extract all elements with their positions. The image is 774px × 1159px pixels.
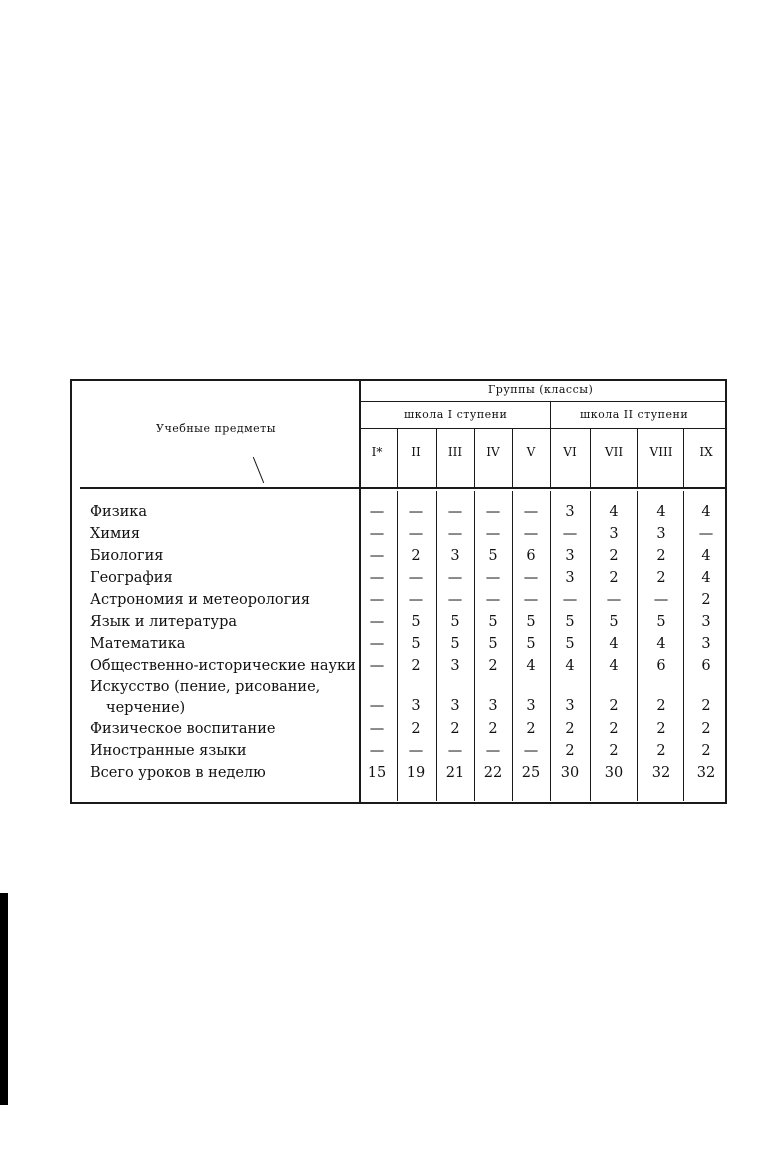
hours-cell: 4 <box>526 658 536 674</box>
subject-divider <box>359 380 361 802</box>
scan-edge-mark <box>0 893 8 1105</box>
class-header-2: II <box>411 445 421 459</box>
hours-cell: — <box>485 504 501 520</box>
column-divider <box>436 429 437 487</box>
hours-cell: 2 <box>701 698 711 714</box>
hours-cell: — <box>408 743 424 759</box>
hours-cell: 3 <box>450 658 460 674</box>
column-divider <box>474 491 475 801</box>
hours-cell: — <box>562 592 578 608</box>
hours-cell: — <box>562 526 578 542</box>
hours-cell: 15 <box>367 765 387 781</box>
hours-cell: — <box>485 570 501 586</box>
hours-cell: 5 <box>526 614 536 630</box>
column-divider <box>474 429 475 487</box>
stage2-header: школа II ступени <box>580 408 689 421</box>
subject-label: Иностранные языки <box>90 743 247 759</box>
stage-rule <box>360 428 726 429</box>
hours-cell: — <box>698 526 714 542</box>
hours-cell: 2 <box>656 548 666 564</box>
hours-cell: 2 <box>411 658 421 674</box>
column-divider <box>590 429 591 487</box>
class-header-1: I* <box>371 445 383 459</box>
subject-label: Искусство (пение, рисование, <box>90 679 321 695</box>
hours-cell: — <box>369 636 385 652</box>
hours-cell: — <box>447 570 463 586</box>
hours-cell: 2 <box>656 570 666 586</box>
hours-cell: — <box>369 743 385 759</box>
subject-label: Всего уроков в неделю <box>90 765 266 781</box>
hours-cell: 5 <box>565 636 575 652</box>
hours-cell: 3 <box>701 636 711 652</box>
class-header-8: VIII <box>649 445 673 459</box>
class-header-6: VI <box>563 445 577 459</box>
header-bottom-rule <box>80 487 726 489</box>
subject-column-header: Учебные предметы <box>156 422 277 435</box>
hours-cell: 4 <box>565 658 575 674</box>
column-divider <box>550 491 551 801</box>
hours-cell: 5 <box>565 614 575 630</box>
hours-cell: — <box>447 504 463 520</box>
hours-cell: 2 <box>656 743 666 759</box>
column-divider <box>512 491 513 801</box>
hours-cell: 5 <box>656 614 666 630</box>
hours-cell: 2 <box>565 721 575 737</box>
hours-cell: 4 <box>656 504 666 520</box>
column-divider <box>683 491 684 801</box>
hours-cell: 5 <box>609 614 619 630</box>
hours-cell: — <box>523 570 539 586</box>
hours-cell: 3 <box>565 504 575 520</box>
hours-cell: 4 <box>609 504 619 520</box>
subject-label-continued: черчение) <box>106 700 186 716</box>
subject-label: Физика <box>90 504 147 520</box>
column-divider <box>637 429 638 487</box>
hours-cell: 2 <box>609 743 619 759</box>
subject-label: Физическое воспитание <box>90 721 276 737</box>
hours-cell: — <box>369 698 385 714</box>
subject-label: Химия <box>90 526 141 542</box>
subject-label: Математика <box>90 636 186 652</box>
class-header-3: III <box>447 445 463 459</box>
column-divider <box>397 429 398 487</box>
subject-label: Астрономия и метеорология <box>90 592 311 608</box>
hours-cell: 3 <box>565 570 575 586</box>
hours-cell: 2 <box>411 721 421 737</box>
subject-label: Биология <box>90 548 164 564</box>
hours-cell: — <box>447 592 463 608</box>
hours-cell: 3 <box>609 526 619 542</box>
hours-cell: — <box>408 592 424 608</box>
hours-cell: 5 <box>411 636 421 652</box>
groups-header: Группы (классы) <box>488 383 594 396</box>
hours-cell: 2 <box>565 743 575 759</box>
column-divider <box>683 429 684 487</box>
hours-cell: 21 <box>445 765 465 781</box>
hours-cell: — <box>523 504 539 520</box>
hours-cell: 4 <box>609 636 619 652</box>
hours-cell: 3 <box>411 698 421 714</box>
class-header-9: IX <box>699 445 713 459</box>
hours-cell: — <box>485 526 501 542</box>
class-header-7: VII <box>604 445 624 459</box>
hours-cell: — <box>369 526 385 542</box>
hours-cell: 2 <box>609 548 619 564</box>
hours-cell: — <box>447 743 463 759</box>
hours-cell: — <box>606 592 622 608</box>
hours-cell: — <box>523 526 539 542</box>
hours-cell: 5 <box>411 614 421 630</box>
hours-cell: 4 <box>701 548 711 564</box>
groups-rule <box>360 401 726 402</box>
hours-cell: — <box>369 548 385 564</box>
hours-cell: 32 <box>696 765 716 781</box>
hours-cell: 3 <box>526 698 536 714</box>
hours-cell: 2 <box>609 570 619 586</box>
column-divider <box>512 429 513 487</box>
hours-cell: — <box>408 570 424 586</box>
hours-cell: — <box>369 658 385 674</box>
hours-cell: — <box>369 592 385 608</box>
hours-cell: 25 <box>521 765 541 781</box>
hours-cell: 5 <box>450 614 460 630</box>
hours-cell: 2 <box>609 698 619 714</box>
hours-cell: — <box>523 743 539 759</box>
class-header-5: V <box>526 445 536 459</box>
hours-cell: 3 <box>565 698 575 714</box>
hours-cell: 2 <box>656 698 666 714</box>
hours-cell: — <box>447 526 463 542</box>
hours-cell: 2 <box>701 592 711 608</box>
hours-cell: 3 <box>701 614 711 630</box>
hours-cell: 3 <box>450 698 460 714</box>
column-divider <box>550 429 551 487</box>
subject-label: Общественно-исторические науки <box>90 658 356 674</box>
hours-cell: 5 <box>526 636 536 652</box>
hours-cell: 4 <box>701 570 711 586</box>
hours-cell: — <box>408 526 424 542</box>
hours-cell: 3 <box>450 548 460 564</box>
hours-cell: 4 <box>656 636 666 652</box>
subject-label: Язык и литература <box>90 614 237 630</box>
stage1-header: школа I ступени <box>404 408 508 421</box>
subject-label: География <box>90 570 173 586</box>
hours-cell: 30 <box>604 765 624 781</box>
column-divider <box>590 491 591 801</box>
hours-cell: — <box>523 592 539 608</box>
hours-cell: — <box>369 570 385 586</box>
hours-cell: 2 <box>450 721 460 737</box>
hours-cell: 6 <box>656 658 666 674</box>
hours-cell: 4 <box>609 658 619 674</box>
hours-cell: 22 <box>483 765 503 781</box>
hours-cell: 3 <box>565 548 575 564</box>
hours-cell: — <box>369 721 385 737</box>
hours-cell: — <box>369 504 385 520</box>
hours-cell: 2 <box>701 743 711 759</box>
hours-cell: 30 <box>560 765 580 781</box>
hours-cell: 19 <box>406 765 426 781</box>
hours-cell: 6 <box>701 658 711 674</box>
hours-cell: 5 <box>488 636 498 652</box>
hours-cell: 6 <box>526 548 536 564</box>
hours-cell: 2 <box>488 658 498 674</box>
hours-cell: 3 <box>656 526 666 542</box>
hours-cell: 5 <box>450 636 460 652</box>
class-header-4: IV <box>486 445 500 459</box>
hours-cell: — <box>369 614 385 630</box>
hours-cell: — <box>408 504 424 520</box>
hours-cell: 4 <box>701 504 711 520</box>
column-divider <box>637 491 638 801</box>
hours-cell: 32 <box>651 765 671 781</box>
hours-cell: 2 <box>656 721 666 737</box>
hours-cell: 3 <box>488 698 498 714</box>
hours-cell: 5 <box>488 548 498 564</box>
hours-cell: 2 <box>488 721 498 737</box>
hours-cell: 2 <box>526 721 536 737</box>
hours-cell: — <box>485 743 501 759</box>
hours-cell: 5 <box>488 614 498 630</box>
column-divider <box>397 491 398 801</box>
column-divider <box>436 491 437 801</box>
hours-cell: — <box>485 592 501 608</box>
hours-cell: 2 <box>701 721 711 737</box>
hours-cell: 2 <box>411 548 421 564</box>
hours-cell: 2 <box>609 721 619 737</box>
hours-cell: — <box>653 592 669 608</box>
